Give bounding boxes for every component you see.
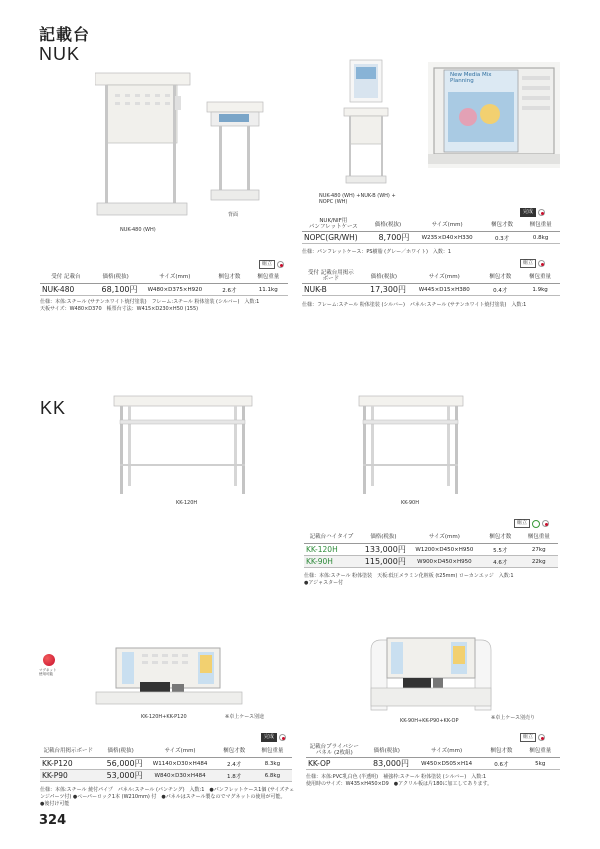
cell-size: W1140×D30×H484 bbox=[145, 758, 216, 770]
cell-weight: 22kg bbox=[520, 556, 559, 568]
cell-code: KK-90H bbox=[304, 556, 359, 568]
cell-price: 68,100円 bbox=[92, 284, 140, 296]
th: サイズ(mm) bbox=[140, 268, 211, 284]
made-in-japan-icon bbox=[538, 209, 545, 216]
caption-kk-p120-note: ※卓上ケース別途 bbox=[225, 714, 264, 720]
badge-assembly: 組立 bbox=[520, 733, 536, 742]
caption-kk120h: KK-120H bbox=[176, 500, 198, 506]
th: 梱包重量 bbox=[521, 742, 560, 758]
page-number: 324 bbox=[39, 813, 67, 828]
cell-size: W900×D450×H950 bbox=[408, 556, 481, 568]
th: NUK/NIF用 パンフレットケース bbox=[302, 216, 365, 232]
table-nopc bbox=[302, 216, 560, 244]
table-kk-op bbox=[306, 742, 560, 770]
nuk-board-photo bbox=[428, 62, 560, 168]
table-row bbox=[40, 284, 288, 296]
badge-complete: 完成 bbox=[520, 208, 536, 217]
cell-price: 53,000円 bbox=[97, 770, 145, 782]
th: 価格(税抜) bbox=[365, 216, 412, 232]
nuk480-illustration bbox=[95, 68, 195, 233]
caption-kk-p120: KK-120H+KK-P120 bbox=[141, 714, 187, 720]
table-row bbox=[306, 758, 560, 770]
th: サイズ(mm) bbox=[408, 268, 480, 284]
caption-kk-op-note: ※卓上ケース別売り bbox=[491, 715, 535, 721]
caption-nuk-set: NUK-480 (WH) +NUK-B (WH) + NOPC (WH) bbox=[319, 193, 396, 205]
th: 受付 記載台用掲示 ボード bbox=[302, 268, 360, 284]
th: 梱包重量 bbox=[520, 528, 559, 544]
th: 梱包才数 bbox=[482, 742, 520, 758]
note-kk-board-3: ●後付け可能 bbox=[40, 801, 70, 807]
poster-title: New Media Mix Planning bbox=[450, 72, 492, 84]
note-nuk480: 仕様：本体:スチール (サテンホワイト焼付塗装) フレーム:スチール 粉体塗装 (シルバー) 入数:1 bbox=[40, 299, 260, 305]
cell-weight: 27kg bbox=[520, 544, 559, 556]
th: 記載台用掲示ボード bbox=[40, 742, 97, 758]
badge-complete: 完成 bbox=[261, 733, 277, 742]
note-kk-board: 仕様：本体:スチール 焼付パイプ パネル:スチール (パンチング) 入数:1 ●パンフレットケース1個 (サイズチェ bbox=[40, 787, 295, 793]
cell-size: W1200×D450×H950 bbox=[408, 544, 481, 556]
cell-weight: 6.8kg bbox=[253, 770, 292, 782]
cell-sai: 0.4才 bbox=[480, 284, 520, 296]
th: サイズ(mm) bbox=[408, 528, 481, 544]
table-nuk-b bbox=[302, 268, 560, 296]
cell-size: W840×D30×H484 bbox=[145, 770, 216, 782]
category-title: 記載台 bbox=[39, 25, 91, 44]
note-kk-high: 仕様：本体:スチール 粉体塗装 天板:低圧メラミン化粧板 (t25mm) ローカンエッジ 入数:1 bbox=[304, 573, 514, 579]
note-kk-op-2: 使用時のサイズ：W435×H450×D9 ●アクリル板は片180に加工してあります。 bbox=[306, 781, 493, 787]
cell-price: 83,000円 bbox=[363, 758, 411, 770]
th: 梱包才数 bbox=[481, 528, 520, 544]
th: サイズ(mm) bbox=[411, 216, 482, 232]
badge-group-high bbox=[514, 519, 549, 528]
th: 価格(税抜) bbox=[97, 742, 145, 758]
cell-sai: 4.6才 bbox=[481, 556, 520, 568]
made-in-japan-icon bbox=[538, 734, 545, 741]
cell-code: NUK-B bbox=[302, 284, 360, 296]
kk-p120-illustration bbox=[94, 646, 244, 712]
badge-group-board bbox=[261, 733, 286, 742]
th: 梱包才数 bbox=[210, 268, 248, 284]
cell-price: 17,300円 bbox=[360, 284, 408, 296]
badge-assembly: 組立 bbox=[520, 259, 536, 268]
caption-back: 背面 bbox=[228, 212, 239, 218]
table-row bbox=[302, 232, 560, 244]
table-row bbox=[304, 544, 558, 556]
cell-size: W235×D40×H330 bbox=[411, 232, 482, 244]
cell-size: W480×D375×H920 bbox=[140, 284, 211, 296]
cell-price: 115,000円 bbox=[359, 556, 408, 568]
th: 価格(税抜) bbox=[359, 528, 408, 544]
table-kk-board bbox=[40, 742, 292, 782]
cell-price: 133,000円 bbox=[359, 544, 408, 556]
cell-code: KK-OP bbox=[306, 758, 363, 770]
series-title-nuk: NUK bbox=[39, 44, 81, 64]
made-in-japan-icon bbox=[277, 261, 284, 268]
made-in-japan-icon bbox=[279, 734, 286, 741]
th: 梱包重量 bbox=[520, 268, 560, 284]
note-kk-high-2: ●アジャスター付 bbox=[304, 580, 344, 586]
note-kk-board-2: ンジパーツ付) ●ペーパーロック1本 (W210mm) 付 ●パネルはスチール製なのでマグネットの使用が可能。 bbox=[40, 794, 286, 800]
table-row bbox=[304, 556, 558, 568]
cell-code: NUK-480 bbox=[40, 284, 92, 296]
note-nuk480-2: 天板サイズ：W480×D370 帳票台寸法：W415×D230×H50 (155) bbox=[40, 306, 199, 312]
nuk-set-illustration bbox=[342, 58, 390, 188]
cell-size: W450×D505×H14 bbox=[411, 758, 482, 770]
badge-group-b bbox=[520, 259, 545, 268]
cell-sai: 1.8才 bbox=[216, 770, 253, 782]
th: 梱包才数 bbox=[480, 268, 520, 284]
kk-op-illustration bbox=[367, 634, 495, 714]
made-in-japan-icon bbox=[542, 520, 549, 527]
badge-group-op bbox=[520, 733, 545, 742]
nuk480-back-illustration bbox=[205, 100, 267, 210]
badge-assembly: 組立 bbox=[514, 519, 530, 528]
th: 価格(税抜) bbox=[360, 268, 408, 284]
cell-sai: 0.6才 bbox=[482, 758, 520, 770]
note-nuk-b: 仕様：フレーム:スチール 粉体塗装 (シルバー) パネル:スチール (サテンホワイト焼付塗装) 入数:1 bbox=[302, 302, 527, 308]
green-certification-icon bbox=[532, 520, 540, 528]
th: 価格(税抜) bbox=[92, 268, 140, 284]
cell-weight: 5kg bbox=[521, 758, 560, 770]
cell-sai: 2.4才 bbox=[216, 758, 253, 770]
th: 梱包重量 bbox=[249, 268, 288, 284]
th: 梱包才数 bbox=[483, 216, 521, 232]
badge-assembly: 組立 bbox=[259, 260, 275, 269]
cell-weight: 0.8kg bbox=[521, 232, 560, 244]
series-title-kk: KK bbox=[40, 398, 67, 418]
table-nuk480 bbox=[40, 268, 288, 296]
th: 梱包重量 bbox=[521, 216, 560, 232]
cell-weight: 11.1kg bbox=[249, 284, 288, 296]
cell-weight: 1.9kg bbox=[520, 284, 560, 296]
th: 記載台プライバシー パネル (2枚組) bbox=[306, 742, 363, 758]
made-in-japan-icon bbox=[538, 260, 545, 267]
table-kk-high bbox=[304, 528, 558, 568]
th: 梱包重量 bbox=[253, 742, 292, 758]
cell-weight: 8.3kg bbox=[253, 758, 292, 770]
th: サイズ(mm) bbox=[411, 742, 482, 758]
kk90h-illustration bbox=[357, 394, 465, 498]
caption-nuk480: NUK-480 (WH) bbox=[120, 227, 156, 233]
th: 記載台ハイタイプ bbox=[304, 528, 359, 544]
caption-kk-op: KK-90H+KK-P90+KK-OP bbox=[400, 718, 459, 724]
kk120h-illustration bbox=[112, 394, 254, 498]
cell-code: NOPC(GR/WH) bbox=[302, 232, 365, 244]
cell-sai: 2.6才 bbox=[210, 284, 248, 296]
cell-sai: 0.3才 bbox=[483, 232, 521, 244]
table-row bbox=[40, 758, 292, 770]
table-row bbox=[40, 770, 292, 782]
cell-code: KK-120H bbox=[304, 544, 359, 556]
cell-sai: 5.5才 bbox=[481, 544, 520, 556]
th: 梱包才数 bbox=[216, 742, 253, 758]
cell-code: KK-P120 bbox=[40, 758, 97, 770]
table-row bbox=[302, 284, 560, 296]
note-nopc: 仕様：パンフレットケース：PS樹脂 (グレー／ホワイト) 入数：1 bbox=[302, 249, 452, 255]
cell-price: 8,700円 bbox=[365, 232, 412, 244]
cell-code: KK-P90 bbox=[40, 770, 97, 782]
cell-price: 56,000円 bbox=[97, 758, 145, 770]
th: 価格(税抜) bbox=[363, 742, 411, 758]
th: サイズ(mm) bbox=[145, 742, 216, 758]
caption-kk90h: KK-90H bbox=[401, 500, 419, 506]
th: 受付 記載台 bbox=[40, 268, 92, 284]
cell-size: W445×D15×H380 bbox=[408, 284, 480, 296]
magnet-label: マグネット 使用可能 bbox=[39, 668, 57, 676]
note-kk-op: 仕様：本体:PVC乳白色 (半透明) 補強枠:スチール 粉体塗装 (シルバー) 入数:1 bbox=[306, 774, 487, 780]
magnet-icon bbox=[43, 654, 55, 666]
